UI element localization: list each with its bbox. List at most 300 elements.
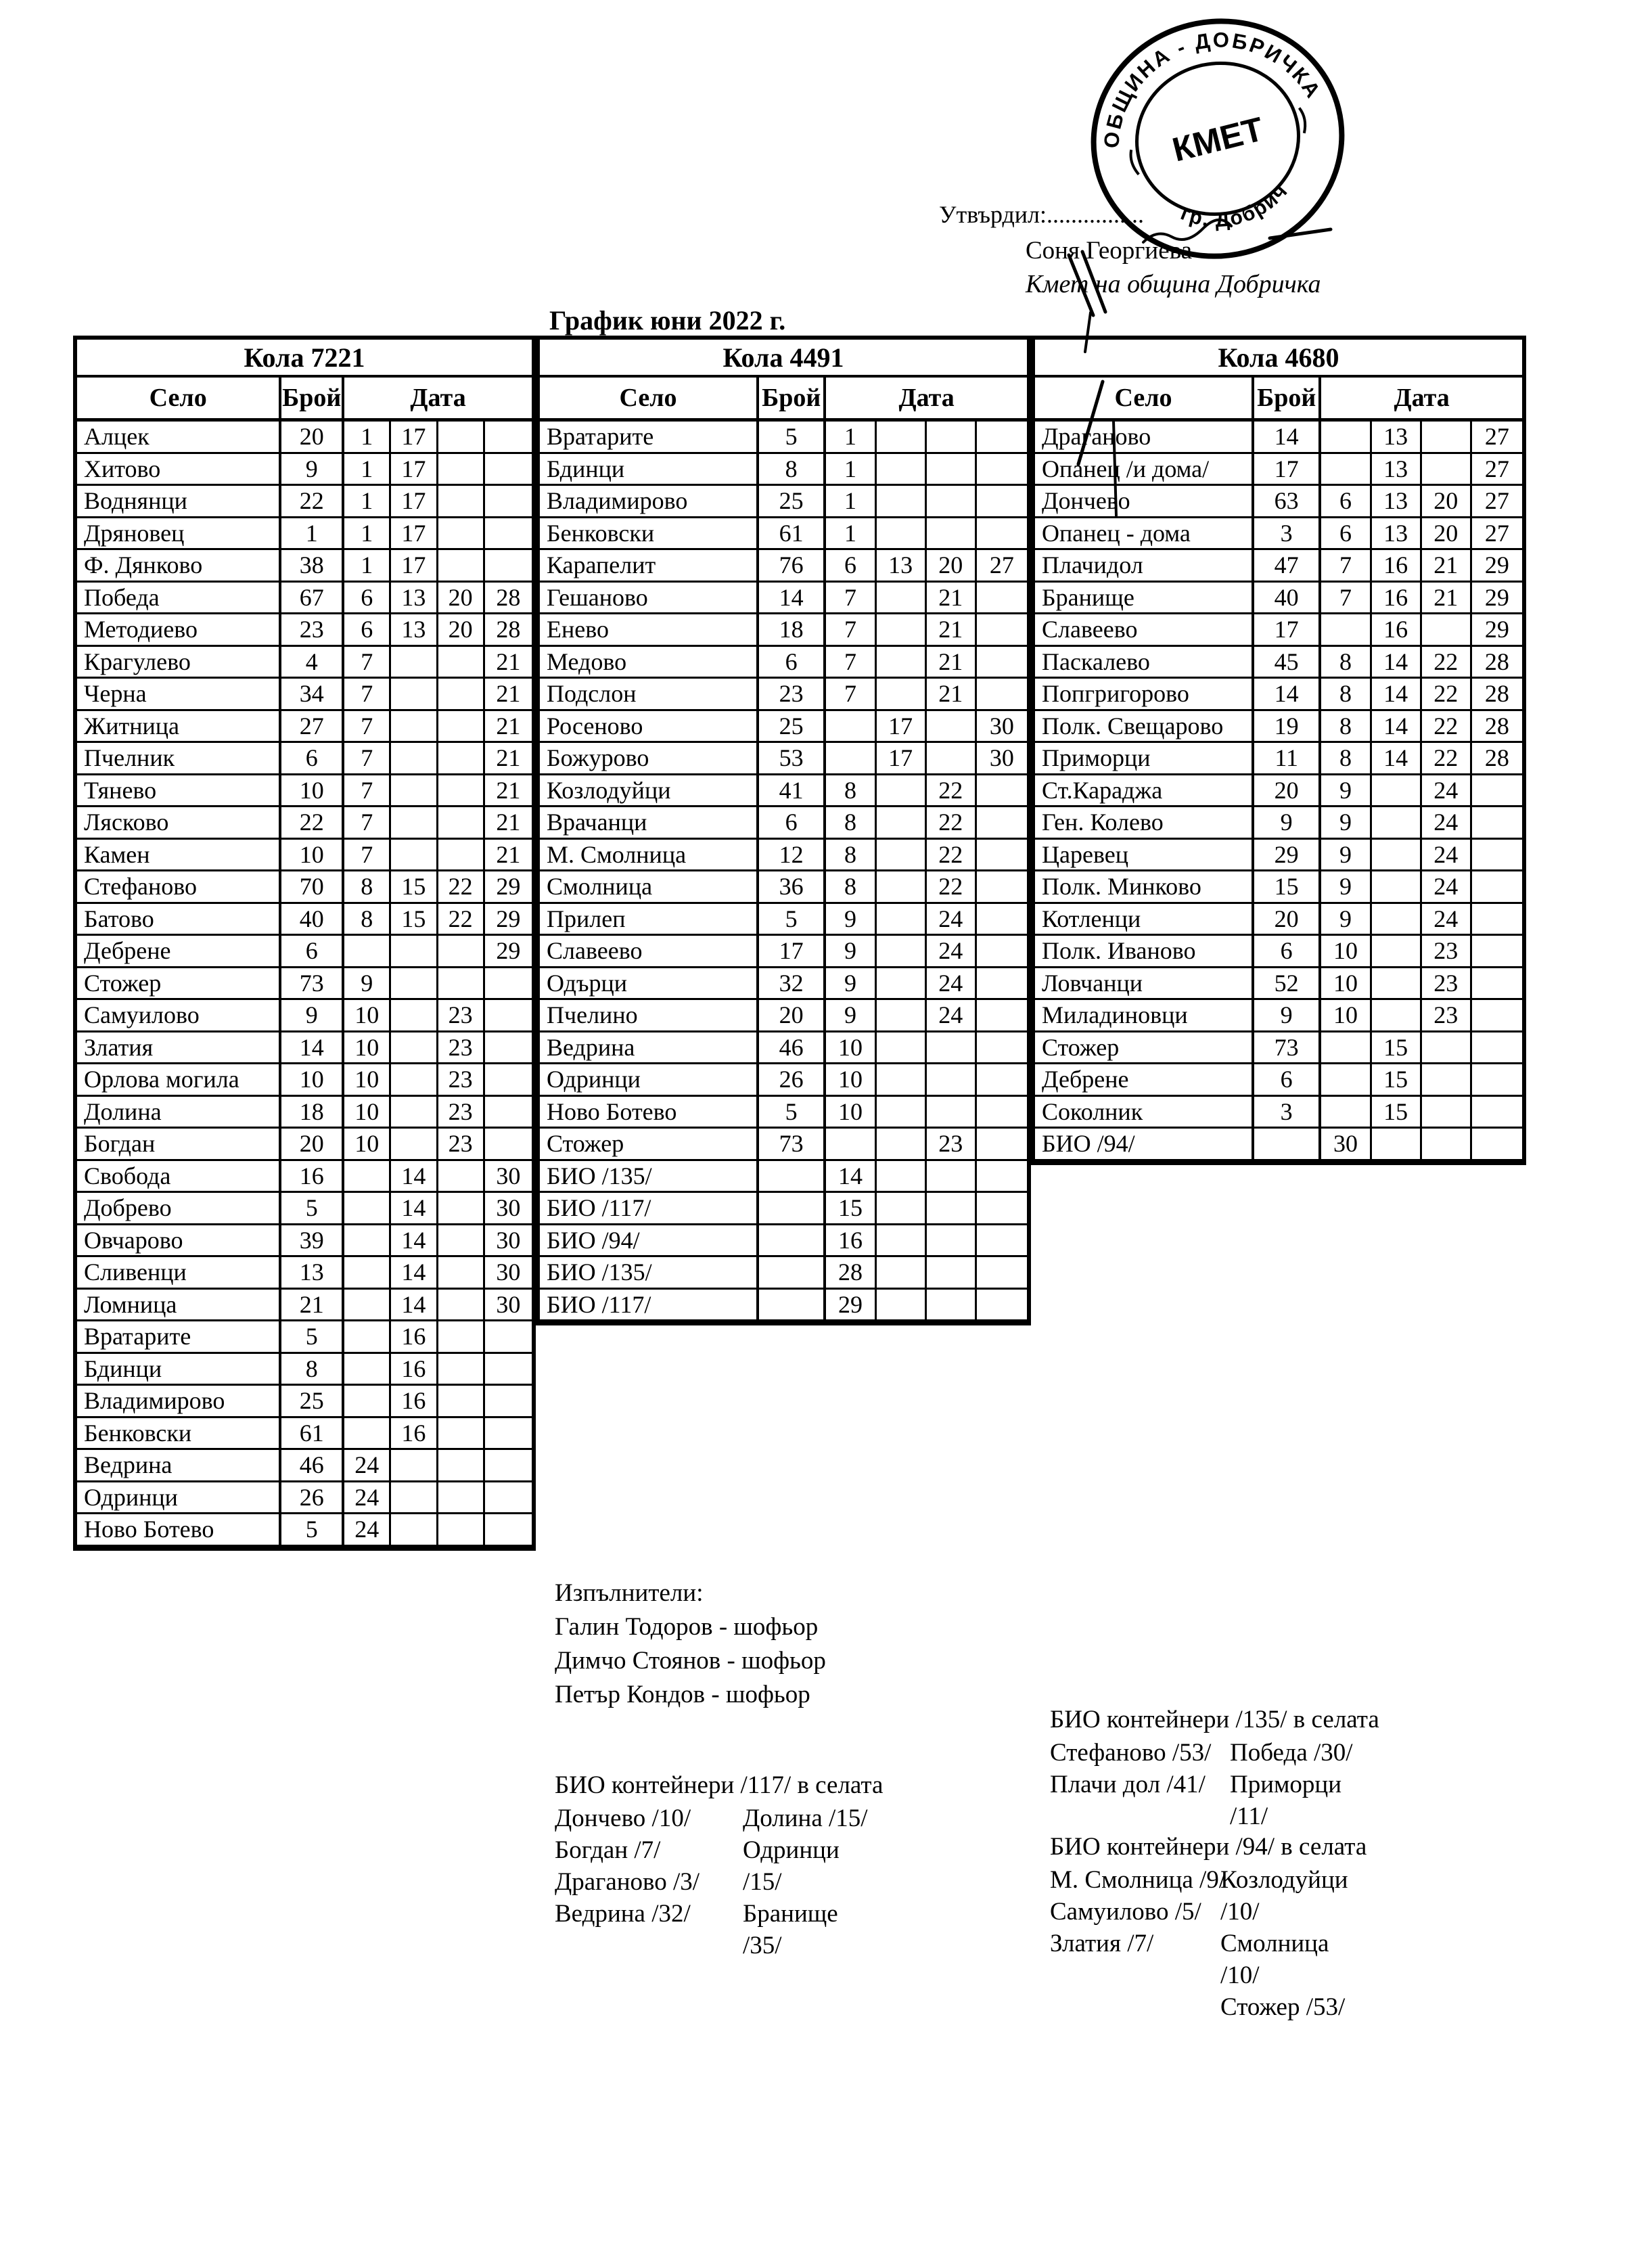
col-header-date: Дата [1394, 384, 1450, 412]
date-cell [485, 1354, 532, 1386]
village-cell: БИО /94/ [540, 1225, 759, 1258]
count-cell: 52 [1254, 968, 1321, 1001]
village-cell: Смолница [540, 871, 759, 904]
date-cell: 27 [1472, 454, 1522, 486]
date-cell: 30 [485, 1225, 532, 1258]
count-cell: 61 [281, 1418, 344, 1451]
bio-item: Стефаново /53/ [1050, 1739, 1212, 1767]
date-cell [927, 1064, 977, 1097]
date-cell [927, 1193, 977, 1225]
bio-item: Бранище /35/ [743, 1900, 838, 1959]
village-cell: Ген. Колево [1035, 807, 1254, 840]
date-cell [485, 550, 532, 583]
count-cell: 53 [759, 743, 826, 775]
date-cell [391, 968, 438, 1001]
date-cell: 10 [344, 1032, 391, 1065]
date-cell [1472, 1129, 1522, 1161]
date-cell: 21 [485, 647, 532, 679]
date-cell [1472, 871, 1522, 904]
date-cell [977, 1193, 1027, 1225]
date-cell [438, 1386, 485, 1418]
village-cell: Стожер [77, 968, 281, 1001]
bio-item: Драганово /3/ [555, 1868, 700, 1896]
date-cell [927, 711, 977, 744]
village-cell: Пчелник [77, 743, 281, 775]
village-cell: Миладиновци [1035, 1000, 1254, 1032]
date-cell: 8 [1321, 679, 1371, 711]
date-cell [977, 871, 1027, 904]
date-cell [438, 1354, 485, 1386]
village-cell: Богдан [77, 1129, 281, 1161]
count-cell: 5 [281, 1514, 344, 1547]
date-cell: 30 [485, 1193, 532, 1225]
date-cell [438, 550, 485, 583]
executors-title: Изпълнители: [555, 1579, 704, 1607]
count-cell: 3 [1254, 1097, 1321, 1129]
village-cell: БИО /135/ [540, 1257, 759, 1290]
bio-title: БИО контейнери /94/ в селата [1050, 1833, 1367, 1861]
village-cell: Вратарите [77, 1321, 281, 1354]
date-cell: 17 [391, 550, 438, 583]
count-cell [759, 1193, 826, 1225]
count-cell: 14 [1254, 422, 1321, 454]
village-cell: Врачанци [540, 807, 759, 840]
date-cell [438, 1450, 485, 1482]
count-cell: 61 [759, 518, 826, 551]
date-cell: 7 [344, 775, 391, 808]
date-cell: 14 [1372, 711, 1422, 744]
date-cell: 13 [391, 583, 438, 615]
date-cell [1372, 1000, 1422, 1032]
date-cell [977, 1161, 1027, 1194]
date-cell: 28 [1472, 679, 1522, 711]
date-cell: 6 [1321, 518, 1371, 551]
count-cell: 11 [1254, 743, 1321, 775]
date-cell: 8 [1321, 647, 1371, 679]
village-cell: Медово [540, 647, 759, 679]
date-cell [438, 1514, 485, 1547]
date-cell: 7 [826, 647, 876, 679]
date-cell [438, 936, 485, 968]
count-cell: 8 [759, 454, 826, 486]
count-cell: 17 [759, 936, 826, 968]
village-cell: Владимирово [540, 486, 759, 518]
date-cell: 29 [1472, 550, 1522, 583]
date-cell [485, 486, 532, 518]
date-cell [877, 1064, 927, 1097]
date-cell: 24 [1422, 775, 1472, 808]
bio-item: Дончево /10/ [555, 1805, 691, 1832]
date-cell: 14 [826, 1161, 876, 1194]
date-cell: 22 [927, 807, 977, 840]
date-cell [438, 422, 485, 454]
bio-right-column [1230, 1737, 1379, 1832]
date-cell: 21 [927, 679, 977, 711]
bio-item: Стожер /53/ [1220, 1993, 1346, 2021]
date-cell: 7 [344, 840, 391, 872]
count-cell: 70 [281, 871, 344, 904]
date-cell [1472, 840, 1522, 872]
date-cell [826, 711, 876, 744]
date-cell [438, 807, 485, 840]
village-cell: Дончево [1035, 486, 1254, 518]
date-cell: 21 [1422, 583, 1472, 615]
village-cell: М. Смолница [540, 840, 759, 872]
village-cell: Одърци [540, 968, 759, 1001]
date-cell: 10 [344, 1097, 391, 1129]
date-cell: 24 [1422, 904, 1472, 936]
date-cell [391, 1514, 438, 1547]
date-cell: 8 [826, 807, 876, 840]
village-cell: Дебрене [1035, 1064, 1254, 1097]
count-cell: 25 [759, 711, 826, 744]
count-cell: 34 [281, 679, 344, 711]
date-cell: 17 [391, 454, 438, 486]
date-cell [344, 1257, 391, 1290]
count-cell: 12 [759, 840, 826, 872]
col-header-date: Дата [410, 384, 466, 412]
bio-title: БИО контейнери /117/ в селата [555, 1771, 884, 1799]
date-cell [391, 679, 438, 711]
count-cell: 73 [281, 968, 344, 1001]
count-cell: 17 [1254, 454, 1321, 486]
date-cell [877, 871, 927, 904]
date-cell [391, 1097, 438, 1129]
date-cell: 17 [877, 711, 927, 744]
date-cell: 28 [826, 1257, 876, 1290]
date-cell [977, 840, 1027, 872]
date-cell [485, 422, 532, 454]
count-cell: 6 [1254, 936, 1321, 968]
bio-title: БИО контейнери /135/ в селата [1050, 1706, 1379, 1733]
date-cell [1422, 1032, 1472, 1065]
date-cell: 10 [1321, 968, 1371, 1001]
date-cell: 9 [344, 968, 391, 1001]
village-cell: Стожер [540, 1129, 759, 1161]
date-cell: 8 [344, 871, 391, 904]
date-cell: 14 [1372, 647, 1422, 679]
date-cell: 21 [485, 743, 532, 775]
date-cell: 15 [1372, 1032, 1422, 1065]
village-cell: Карапелит [540, 550, 759, 583]
date-cell [391, 1129, 438, 1161]
village-cell: Златия [77, 1032, 281, 1065]
date-cell [391, 1482, 438, 1515]
date-cell: 7 [344, 647, 391, 679]
date-cell [1321, 614, 1371, 647]
count-cell: 6 [759, 647, 826, 679]
date-cell: 30 [485, 1290, 532, 1322]
date-cell [1472, 775, 1522, 808]
date-cell [1321, 454, 1371, 486]
date-cell [977, 1000, 1027, 1032]
date-cell [1372, 871, 1422, 904]
village-cell: Алцек [77, 422, 281, 454]
count-cell: 9 [281, 1000, 344, 1032]
date-cell: 8 [344, 904, 391, 936]
date-cell: 9 [1321, 904, 1371, 936]
date-cell [1372, 1129, 1422, 1161]
date-cell: 14 [391, 1257, 438, 1290]
date-cell: 1 [826, 454, 876, 486]
table-body [1035, 422, 1522, 1161]
date-cell [877, 1161, 927, 1194]
date-cell: 6 [344, 614, 391, 647]
date-cell [977, 807, 1027, 840]
date-cell: 7 [344, 679, 391, 711]
date-cell: 24 [344, 1450, 391, 1482]
date-cell: 28 [485, 583, 532, 615]
date-cell: 10 [826, 1064, 876, 1097]
count-cell: 21 [281, 1290, 344, 1322]
date-cell [877, 968, 927, 1001]
date-cell [438, 1321, 485, 1354]
bio-item: Смолница /10/ [1220, 1930, 1329, 1989]
village-cell: Свобода [77, 1161, 281, 1194]
date-cell [977, 422, 1027, 454]
date-cell: 24 [1422, 871, 1472, 904]
date-cell [877, 1193, 927, 1225]
count-cell [759, 1161, 826, 1194]
date-cell [344, 1386, 391, 1418]
date-cell: 29 [1472, 614, 1522, 647]
date-cell: 28 [1472, 711, 1522, 744]
date-cell: 9 [1321, 840, 1371, 872]
village-cell: Паскалево [1035, 647, 1254, 679]
village-cell: Бдинци [540, 454, 759, 486]
date-cell: 23 [438, 1097, 485, 1129]
date-cell [977, 1290, 1027, 1322]
date-cell [485, 518, 532, 551]
date-cell: 7 [1321, 550, 1371, 583]
date-cell [977, 486, 1027, 518]
bio-section-135 [1050, 1704, 1379, 1830]
date-cell: 30 [485, 1257, 532, 1290]
village-cell: Камен [77, 840, 281, 872]
date-cell: 22 [1422, 647, 1472, 679]
village-cell: Ст.Караджа [1035, 775, 1254, 808]
approval-name: Соня Георгиева [1026, 237, 1193, 265]
date-cell: 15 [1372, 1064, 1422, 1097]
date-cell: 1 [344, 422, 391, 454]
date-cell: 23 [1422, 1000, 1472, 1032]
date-cell [438, 486, 485, 518]
bio-item: Самуилово /5/ [1050, 1898, 1201, 1926]
bio-item: Златия /7/ [1050, 1930, 1154, 1957]
date-cell: 21 [927, 647, 977, 679]
village-cell: Козлодуйци [540, 775, 759, 808]
village-cell: Орлова могила [77, 1064, 281, 1097]
date-cell [485, 1482, 532, 1515]
date-cell [877, 807, 927, 840]
date-cell [826, 743, 876, 775]
date-cell: 24 [927, 904, 977, 936]
date-cell: 30 [977, 743, 1027, 775]
bio-item: Победа /30/ [1230, 1739, 1353, 1767]
date-cell [927, 1032, 977, 1065]
date-cell [438, 840, 485, 872]
bio-item: Приморци /11/ [1230, 1771, 1342, 1830]
village-cell: Ведрина [540, 1032, 759, 1065]
date-cell: 24 [344, 1514, 391, 1547]
date-cell [344, 1418, 391, 1451]
executors-block [555, 1576, 826, 1712]
count-cell: 5 [281, 1193, 344, 1225]
date-cell: 22 [1422, 743, 1472, 775]
date-cell: 14 [391, 1161, 438, 1194]
date-cell [485, 1032, 532, 1065]
date-cell: 1 [826, 518, 876, 551]
date-cell: 1 [344, 454, 391, 486]
count-cell: 22 [281, 807, 344, 840]
date-cell: 22 [438, 904, 485, 936]
date-cell: 30 [485, 1161, 532, 1194]
date-cell: 24 [927, 1000, 977, 1032]
date-cell [927, 486, 977, 518]
date-cell [977, 614, 1027, 647]
date-cell [877, 1225, 927, 1258]
village-cell: Славеево [540, 936, 759, 968]
date-cell [877, 518, 927, 551]
col-header-count: Брой [759, 378, 826, 418]
date-cell: 1 [826, 422, 876, 454]
count-cell: 5 [281, 1321, 344, 1354]
date-cell [1472, 1064, 1522, 1097]
date-cell [438, 1193, 485, 1225]
date-cell: 21 [1422, 550, 1472, 583]
date-cell: 15 [391, 871, 438, 904]
count-cell: 23 [759, 679, 826, 711]
date-cell: 24 [1422, 840, 1472, 872]
date-cell: 29 [826, 1290, 876, 1322]
count-cell: 6 [281, 743, 344, 775]
date-cell [927, 1257, 977, 1290]
date-cell [485, 1514, 532, 1547]
village-cell: Ново Ботево [77, 1514, 281, 1547]
date-cell: 20 [438, 583, 485, 615]
date-cell: 13 [1372, 518, 1422, 551]
date-cell [485, 1129, 532, 1161]
village-cell: БИО /135/ [540, 1161, 759, 1194]
village-cell: Енево [540, 614, 759, 647]
village-cell: Батово [77, 904, 281, 936]
village-cell: Долина [77, 1097, 281, 1129]
count-cell: 4 [281, 647, 344, 679]
date-cell [877, 1257, 927, 1290]
village-cell: Крагулево [77, 647, 281, 679]
date-cell [877, 936, 927, 968]
date-cell [927, 1290, 977, 1322]
date-cell: 13 [1372, 486, 1422, 518]
date-cell: 22 [1422, 711, 1472, 744]
date-cell: 9 [826, 904, 876, 936]
count-cell: 10 [281, 1064, 344, 1097]
date-cell [1472, 1032, 1522, 1065]
count-cell: 39 [281, 1225, 344, 1258]
date-cell [438, 1161, 485, 1194]
date-cell [877, 1129, 927, 1161]
date-cell: 9 [1321, 775, 1371, 808]
date-cell [1472, 968, 1522, 1001]
village-cell: Драганово [1035, 422, 1254, 454]
date-cell: 27 [1472, 422, 1522, 454]
village-cell: Попгригорово [1035, 679, 1254, 711]
count-cell: 26 [759, 1064, 826, 1097]
table-title: Кола 4680 [1035, 340, 1522, 378]
date-cell [1422, 454, 1472, 486]
date-cell [927, 454, 977, 486]
date-cell [877, 583, 927, 615]
date-cell [877, 486, 927, 518]
date-cell [485, 1418, 532, 1451]
village-cell: Ново Ботево [540, 1097, 759, 1129]
count-cell: 67 [281, 583, 344, 615]
date-cell: 1 [344, 518, 391, 551]
count-cell [1254, 1129, 1321, 1161]
date-cell: 29 [485, 871, 532, 904]
date-cell: 23 [1422, 968, 1472, 1001]
date-cell [877, 775, 927, 808]
date-cell [391, 807, 438, 840]
count-cell: 15 [1254, 871, 1321, 904]
date-cell: 7 [344, 807, 391, 840]
village-cell: Тянево [77, 775, 281, 808]
date-cell: 14 [391, 1290, 438, 1322]
village-cell: Царевец [1035, 840, 1254, 872]
count-cell: 47 [1254, 550, 1321, 583]
executor-line: Галин Тодоров - шофьор [555, 1613, 819, 1641]
village-cell: Славеево [1035, 614, 1254, 647]
date-cell: 16 [391, 1418, 438, 1451]
date-cell [485, 1000, 532, 1032]
date-cell [927, 518, 977, 551]
village-cell: Вратарите [540, 422, 759, 454]
date-cell: 10 [344, 1129, 391, 1161]
date-cell [391, 647, 438, 679]
count-cell: 5 [759, 904, 826, 936]
executors-list [555, 1610, 826, 1712]
date-cell [927, 1161, 977, 1194]
date-cell [438, 647, 485, 679]
date-cell [977, 454, 1027, 486]
date-cell: 8 [826, 840, 876, 872]
date-cell [438, 1225, 485, 1258]
col-header-village: Село [540, 378, 759, 418]
bio-left-column [1050, 1864, 1226, 1959]
date-cell: 30 [977, 711, 1027, 744]
date-cell [877, 904, 927, 936]
date-cell: 16 [1372, 583, 1422, 615]
date-cell [391, 936, 438, 968]
col-header-village: Село [1035, 378, 1254, 418]
date-cell [344, 1290, 391, 1322]
village-cell: Самуилово [77, 1000, 281, 1032]
date-cell: 7 [826, 679, 876, 711]
date-cell: 20 [438, 614, 485, 647]
date-cell: 28 [1472, 647, 1522, 679]
date-cell [1422, 1097, 1472, 1129]
date-cell [1372, 936, 1422, 968]
date-cell: 29 [485, 904, 532, 936]
date-cell [826, 1129, 876, 1161]
date-cell: 23 [1422, 936, 1472, 968]
count-cell [759, 1290, 826, 1322]
date-cell: 14 [1372, 679, 1422, 711]
table-header [540, 378, 1027, 422]
bio-right-column [1220, 1864, 1367, 2023]
date-cell [1321, 1032, 1371, 1065]
date-cell [977, 1097, 1027, 1129]
